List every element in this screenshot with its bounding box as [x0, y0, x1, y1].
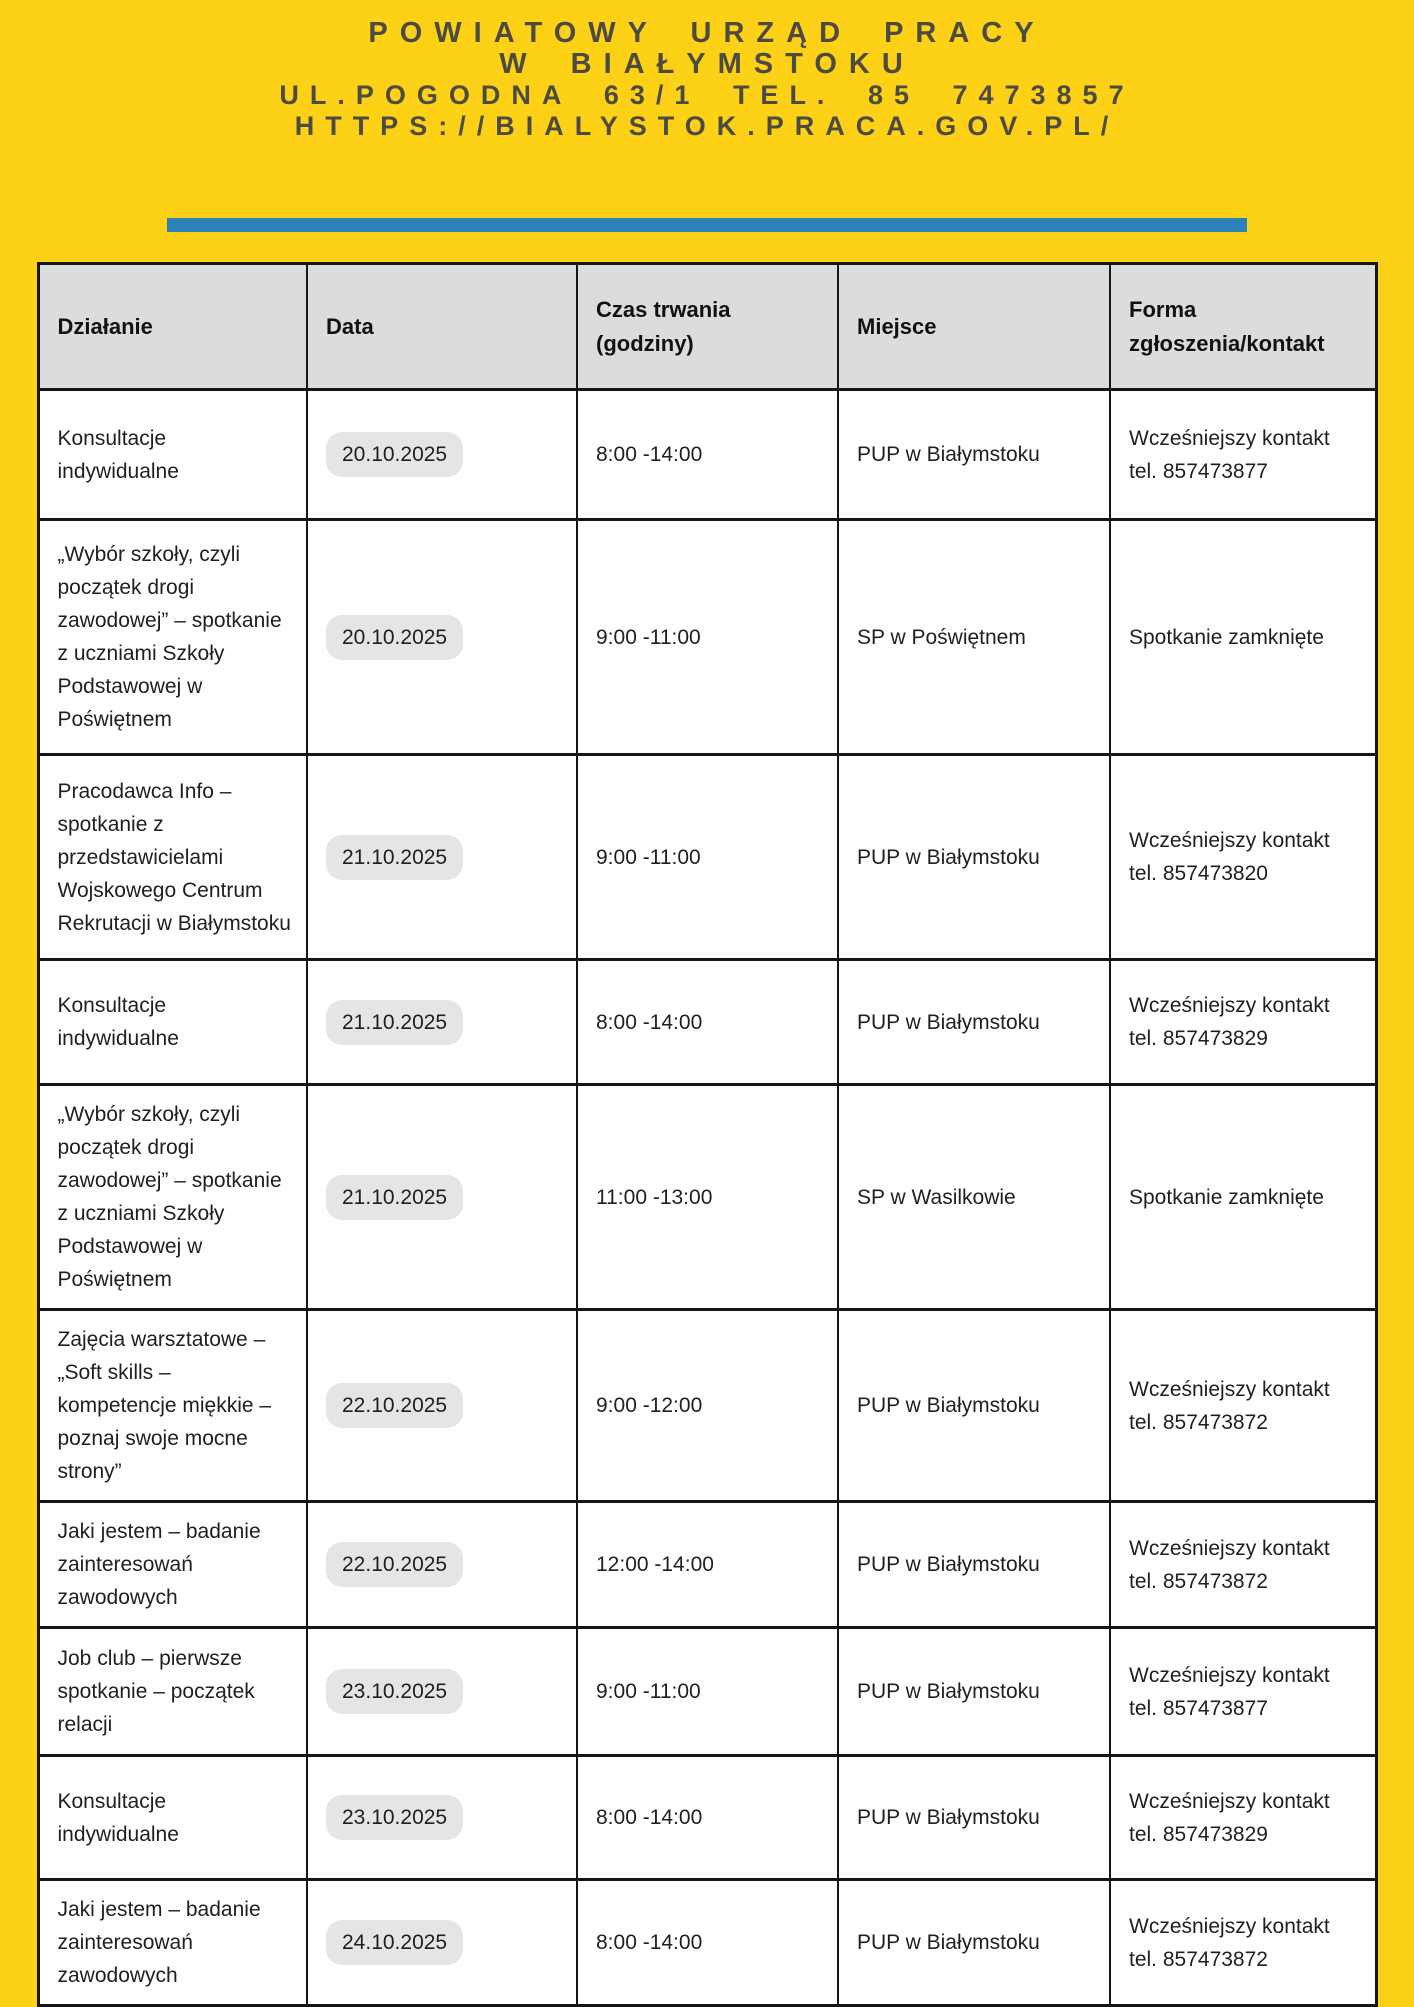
- date-badge: 21.10.2025: [326, 1000, 463, 1045]
- action-cell: Zajęcia warsztatowe – „Soft skills – kompetencje miękkie – poznaj swoje mocne strony”: [38, 1310, 307, 1502]
- contact-line-2: tel. 857473872: [1129, 1569, 1268, 1593]
- col-header-action: Działanie: [38, 264, 307, 390]
- time-cell: 12:00 -14:00: [577, 1502, 838, 1628]
- col-header-duration: Czas trwania (godziny): [577, 264, 838, 390]
- time-cell: 9:00 -11:00: [577, 520, 838, 755]
- org-address-phone: UL.POGODNA 63/1 TEL. 85 7473857: [279, 80, 1135, 110]
- contact-cell: [1110, 1085, 1376, 1310]
- action-cell: Jaki jestem – badanie zainteresowań zawodowych: [38, 1880, 307, 2006]
- contact-line-2: tel. 857473872: [1129, 1410, 1268, 1434]
- contact-line-2: tel. 857473877: [1129, 1696, 1268, 1720]
- org-website: HTTPS://BIALYSTOK.PRACA.GOV.PL/: [294, 111, 1120, 141]
- action-cell: Jaki jestem – badanie zainteresowań zawodowych: [38, 1502, 307, 1628]
- contact-cell: [1110, 390, 1376, 520]
- date-cell: [307, 1628, 577, 1756]
- table-row: [38, 1756, 1376, 1880]
- contact-line-1: Wcześniejszy kontakt: [1129, 426, 1330, 450]
- date-badge: 24.10.2025: [326, 1920, 463, 1965]
- time-cell: 8:00 -14:00: [577, 390, 838, 520]
- contact-line-1: Wcześniejszy kontakt: [1129, 1914, 1330, 1938]
- contact-line-2: tel. 857473829: [1129, 1822, 1268, 1846]
- contact-line-1: Wcześniejszy kontakt: [1129, 1377, 1330, 1401]
- col-header-place: Miejsce: [838, 264, 1110, 390]
- table-header-row: [38, 264, 1376, 390]
- place-cell: PUP w Białymstoku: [838, 390, 1110, 520]
- contact-line-1: Spotkanie zamknięte: [1129, 625, 1324, 649]
- org-name-line-1: POWIATOWY URZĄD PRACY: [368, 17, 1046, 49]
- contact-cell: [1110, 1502, 1376, 1628]
- schedule-table: [37, 262, 1378, 2007]
- action-cell: Job club – pierwsze spotkanie – początek relacji: [38, 1628, 307, 1756]
- time-cell: 9:00 -12:00: [577, 1310, 838, 1502]
- table-row: [38, 520, 1376, 755]
- table-row: [38, 1502, 1376, 1628]
- flyer-header: [0, 0, 1414, 142]
- place-cell: SP w Poświętnem: [838, 520, 1110, 755]
- time-cell: 8:00 -14:00: [577, 1880, 838, 2006]
- time-cell: 8:00 -14:00: [577, 960, 838, 1085]
- date-badge: 22.10.2025: [326, 1383, 463, 1428]
- date-cell: [307, 1502, 577, 1628]
- table-row: [38, 1628, 1376, 1756]
- date-cell: [307, 1880, 577, 2006]
- date-cell: [307, 520, 577, 755]
- date-badge: 21.10.2025: [326, 835, 463, 880]
- action-cell: Konsultacje indywidualne: [38, 1756, 307, 1880]
- table-row: [38, 960, 1376, 1085]
- contact-line-1: Wcześniejszy kontakt: [1129, 1536, 1330, 1560]
- date-badge: 23.10.2025: [326, 1669, 463, 1714]
- table-row: [38, 1310, 1376, 1502]
- place-cell: PUP w Białymstoku: [838, 1756, 1110, 1880]
- org-name-line-2: W BIAŁYMSTOKU: [499, 48, 915, 80]
- action-cell: „Wybór szkoły, czyli początek drogi zawodowej” – spotkanie z uczniami Szkoły Podstawowej w Poświętnem: [38, 520, 307, 755]
- place-cell: PUP w Białymstoku: [838, 960, 1110, 1085]
- contact-line-1: Wcześniejszy kontakt: [1129, 1663, 1330, 1687]
- contact-cell: [1110, 960, 1376, 1085]
- place-cell: PUP w Białymstoku: [838, 755, 1110, 960]
- date-badge: 21.10.2025: [326, 1175, 463, 1220]
- table-row: [38, 1085, 1376, 1310]
- date-cell: [307, 960, 577, 1085]
- place-cell: PUP w Białymstoku: [838, 1502, 1110, 1628]
- date-badge: 20.10.2025: [326, 432, 463, 477]
- time-cell: 9:00 -11:00: [577, 1628, 838, 1756]
- date-badge: 23.10.2025: [326, 1795, 463, 1840]
- time-cell: 9:00 -11:00: [577, 755, 838, 960]
- place-cell: SP w Wasilkowie: [838, 1085, 1110, 1310]
- col-header-contact: Forma zgłoszenia/kontakt: [1110, 264, 1376, 390]
- action-cell: Pracodawca Info – spotkanie z przedstawicielami Wojskowego Centrum Rekrutacji w Białymstoku: [38, 755, 307, 960]
- time-cell: 11:00 -13:00: [577, 1085, 838, 1310]
- contact-line-2: tel. 857473872: [1129, 1947, 1268, 1971]
- time-cell: 8:00 -14:00: [577, 1756, 838, 1880]
- place-cell: PUP w Białymstoku: [838, 1310, 1110, 1502]
- contact-line-2: tel. 857473829: [1129, 1027, 1268, 1050]
- contact-line-1: Wcześniejszy kontakt: [1129, 829, 1330, 852]
- table-row: [38, 1880, 1376, 2006]
- contact-cell: [1110, 1756, 1376, 1880]
- contact-cell: [1110, 755, 1376, 960]
- action-cell: Konsultacje indywidualne: [38, 390, 307, 520]
- contact-cell: [1110, 1310, 1376, 1502]
- date-cell: [307, 390, 577, 520]
- date-cell: [307, 755, 577, 960]
- date-badge: 20.10.2025: [326, 615, 463, 660]
- date-cell: [307, 1310, 577, 1502]
- contact-cell: [1110, 1880, 1376, 2006]
- action-cell: Konsultacje indywidualne: [38, 960, 307, 1085]
- contact-line-2: tel. 857473877: [1129, 459, 1268, 483]
- action-cell: „Wybór szkoły, czyli początek drogi zawodowej” – spotkanie z uczniami Szkoły Podstawowej w Poświętnem: [38, 1085, 307, 1310]
- date-cell: [307, 1085, 577, 1310]
- place-cell: PUP w Białymstoku: [838, 1880, 1110, 2006]
- contact-line-1: Wcześniejszy kontakt: [1129, 1789, 1330, 1813]
- contact-cell: [1110, 520, 1376, 755]
- contact-line-1: Wcześniejszy kontakt: [1129, 994, 1330, 1017]
- contact-line-2: tel. 857473820: [1129, 862, 1268, 885]
- col-header-date: Data: [307, 264, 577, 390]
- accent-divider-bar: [167, 218, 1247, 232]
- date-cell: [307, 1756, 577, 1880]
- contact-line-1: Spotkanie zamknięte: [1129, 1185, 1324, 1209]
- date-badge: 22.10.2025: [326, 1542, 463, 1587]
- place-cell: PUP w Białymstoku: [838, 1628, 1110, 1756]
- contact-cell: [1110, 1628, 1376, 1756]
- table-row: [38, 390, 1376, 520]
- table-row: [38, 755, 1376, 960]
